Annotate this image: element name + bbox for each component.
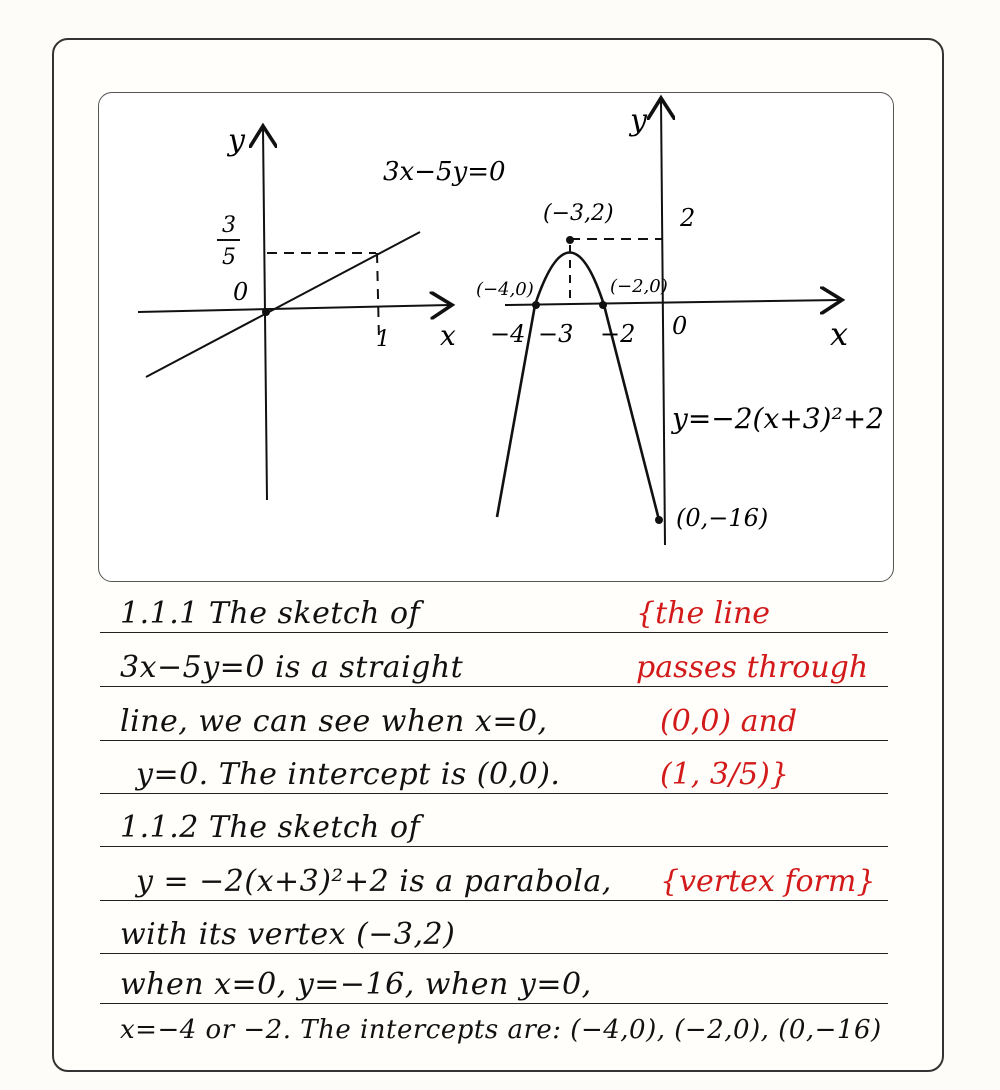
note-line-5: 1.1.2 The sketch of xyxy=(120,810,421,845)
right-y-label: y xyxy=(630,103,647,138)
note-line-2: 3x−5y=0 is a straight xyxy=(120,650,464,685)
rule-line xyxy=(100,632,888,633)
rule-line xyxy=(100,686,888,687)
y-tick-denominator: 5 xyxy=(222,245,236,270)
right-origin-label: 0 xyxy=(672,312,688,340)
right-y-tick: 2 xyxy=(680,204,696,232)
left-equation: 3x−5y=0 xyxy=(383,157,506,187)
note-line-7: with its vertex (−3,2) xyxy=(120,917,456,952)
red-remark-4: (1, 3/5)} xyxy=(660,757,789,792)
rule-line xyxy=(100,740,888,741)
left-root-label: (−4,0) xyxy=(476,279,534,300)
rule-line xyxy=(100,846,888,847)
rule-line xyxy=(100,953,888,954)
rule-line xyxy=(100,793,888,794)
x-tick-minus4: −4 xyxy=(490,320,526,348)
rule-line xyxy=(100,900,888,901)
rule-line xyxy=(100,1003,888,1004)
note-line-6: y = −2(x+3)²+2 is a parabola, xyxy=(136,864,612,899)
left-origin-label: 0 xyxy=(233,278,249,306)
parabola-equation: y=−2(x+3)²+2 xyxy=(672,402,884,435)
left-x-tick: 1 xyxy=(376,327,390,352)
red-remark-vertex-form: {vertex form} xyxy=(660,864,876,899)
note-line-9: x=−4 or −2. The intercepts are: (−4,0), (−2,0), (0,−16) xyxy=(120,1015,882,1045)
red-remark-2: passes through xyxy=(636,650,869,685)
red-remark-3: (0,0) and xyxy=(660,704,798,739)
x-tick-minus2: −2 xyxy=(600,320,636,348)
y-intercept-label: (0,−16) xyxy=(676,504,769,532)
x-tick-minus3: −3 xyxy=(538,320,574,348)
y-tick-numerator: 3 xyxy=(222,213,236,238)
note-line-1: 1.1.1 The sketch of xyxy=(120,596,421,631)
note-line-4: y=0. The intercept is (0,0). xyxy=(136,757,561,792)
vertex-label: (−3,2) xyxy=(543,201,614,226)
right-root-label: (−2,0) xyxy=(610,276,668,297)
left-x-label: x xyxy=(440,319,456,352)
left-y-label: y xyxy=(228,123,245,158)
right-x-label: x xyxy=(830,315,849,353)
note-line-8: when x=0, y=−16, when y=0, xyxy=(120,967,592,1002)
note-line-3: line, we can see when x=0, xyxy=(120,704,548,739)
red-remark-1: {the line xyxy=(636,596,771,631)
